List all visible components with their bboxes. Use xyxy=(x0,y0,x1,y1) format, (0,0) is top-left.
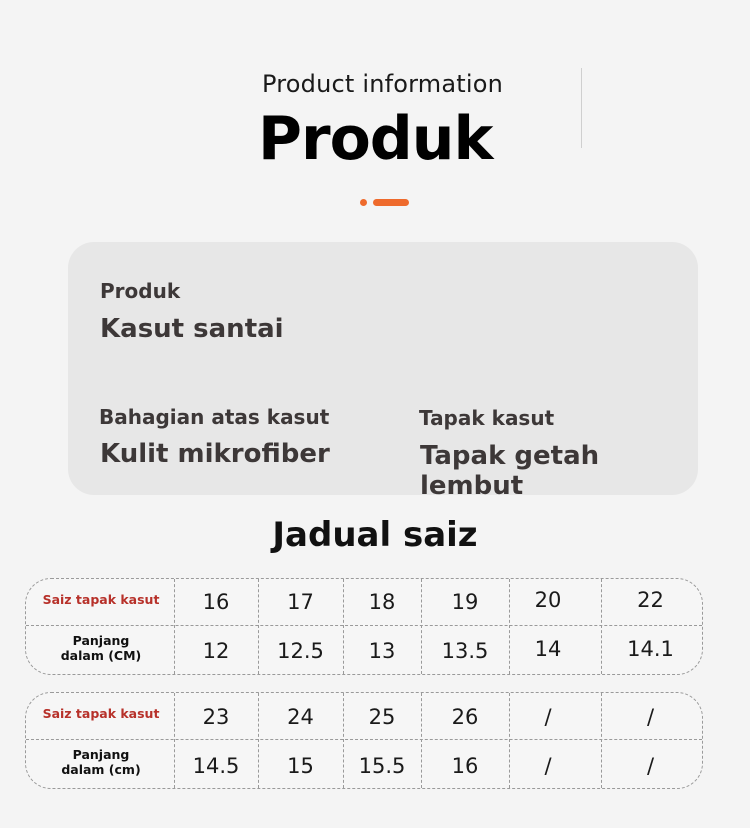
length-label-line2: dalam (CM) xyxy=(60,648,142,663)
size-chart-title: Jadual saiz xyxy=(272,515,478,555)
length-label-line2: dalam (cm) xyxy=(61,762,141,777)
size-table-1 xyxy=(25,578,703,675)
length-label-line1: Panjang xyxy=(72,633,130,648)
size-table-2 xyxy=(25,692,703,789)
length-cell: 12.5 xyxy=(277,639,324,663)
accent-dash xyxy=(373,199,409,206)
length-cell: / xyxy=(544,754,552,778)
size-cell: 24 xyxy=(287,705,314,729)
length-cell: 16 xyxy=(451,754,479,778)
accent-dot xyxy=(360,199,367,206)
size-cell: 19 xyxy=(451,590,479,614)
product-info-card xyxy=(68,242,698,501)
upper-value: Kulit mikrofiber xyxy=(100,439,330,469)
size-cell: 18 xyxy=(368,590,396,614)
product-label: Produk xyxy=(100,279,181,303)
length-cell: 14.5 xyxy=(192,754,240,778)
length-cell: 13 xyxy=(368,639,396,663)
size-cell: 20 xyxy=(534,588,562,612)
length-cell: 12 xyxy=(202,639,230,663)
size-row-label: Saiz tapak kasut xyxy=(42,592,160,607)
length-cell: 14.1 xyxy=(627,637,674,661)
length-cell: 15 xyxy=(287,754,314,778)
size-cell: 22 xyxy=(637,588,664,612)
length-cell: 13.5 xyxy=(441,639,489,663)
header-divider xyxy=(581,68,582,148)
sole-value: Tapak getah lembut xyxy=(420,441,600,501)
size-cell: / xyxy=(544,705,552,729)
size-cell: 23 xyxy=(202,705,230,729)
size-cell: 26 xyxy=(451,705,479,729)
length-cell: 15.5 xyxy=(358,754,406,778)
size-cell: 16 xyxy=(202,590,230,614)
size-row-label: Saiz tapak kasut xyxy=(42,706,160,721)
size-cell: 17 xyxy=(287,590,314,614)
header-title: Produk xyxy=(258,104,493,174)
sole-label: Tapak kasut xyxy=(419,406,555,430)
upper-label: Bahagian atas kasut xyxy=(99,405,330,429)
length-row-label xyxy=(26,747,176,777)
length-row-label xyxy=(26,633,176,663)
size-cell: / xyxy=(646,705,655,729)
length-label-line1: Panjang xyxy=(72,747,130,762)
product-value: Kasut santai xyxy=(100,314,284,344)
length-cell: / xyxy=(646,754,655,778)
size-cell: 25 xyxy=(368,705,396,729)
header-subtitle: Product information xyxy=(262,70,504,98)
length-cell: 14 xyxy=(534,637,562,661)
